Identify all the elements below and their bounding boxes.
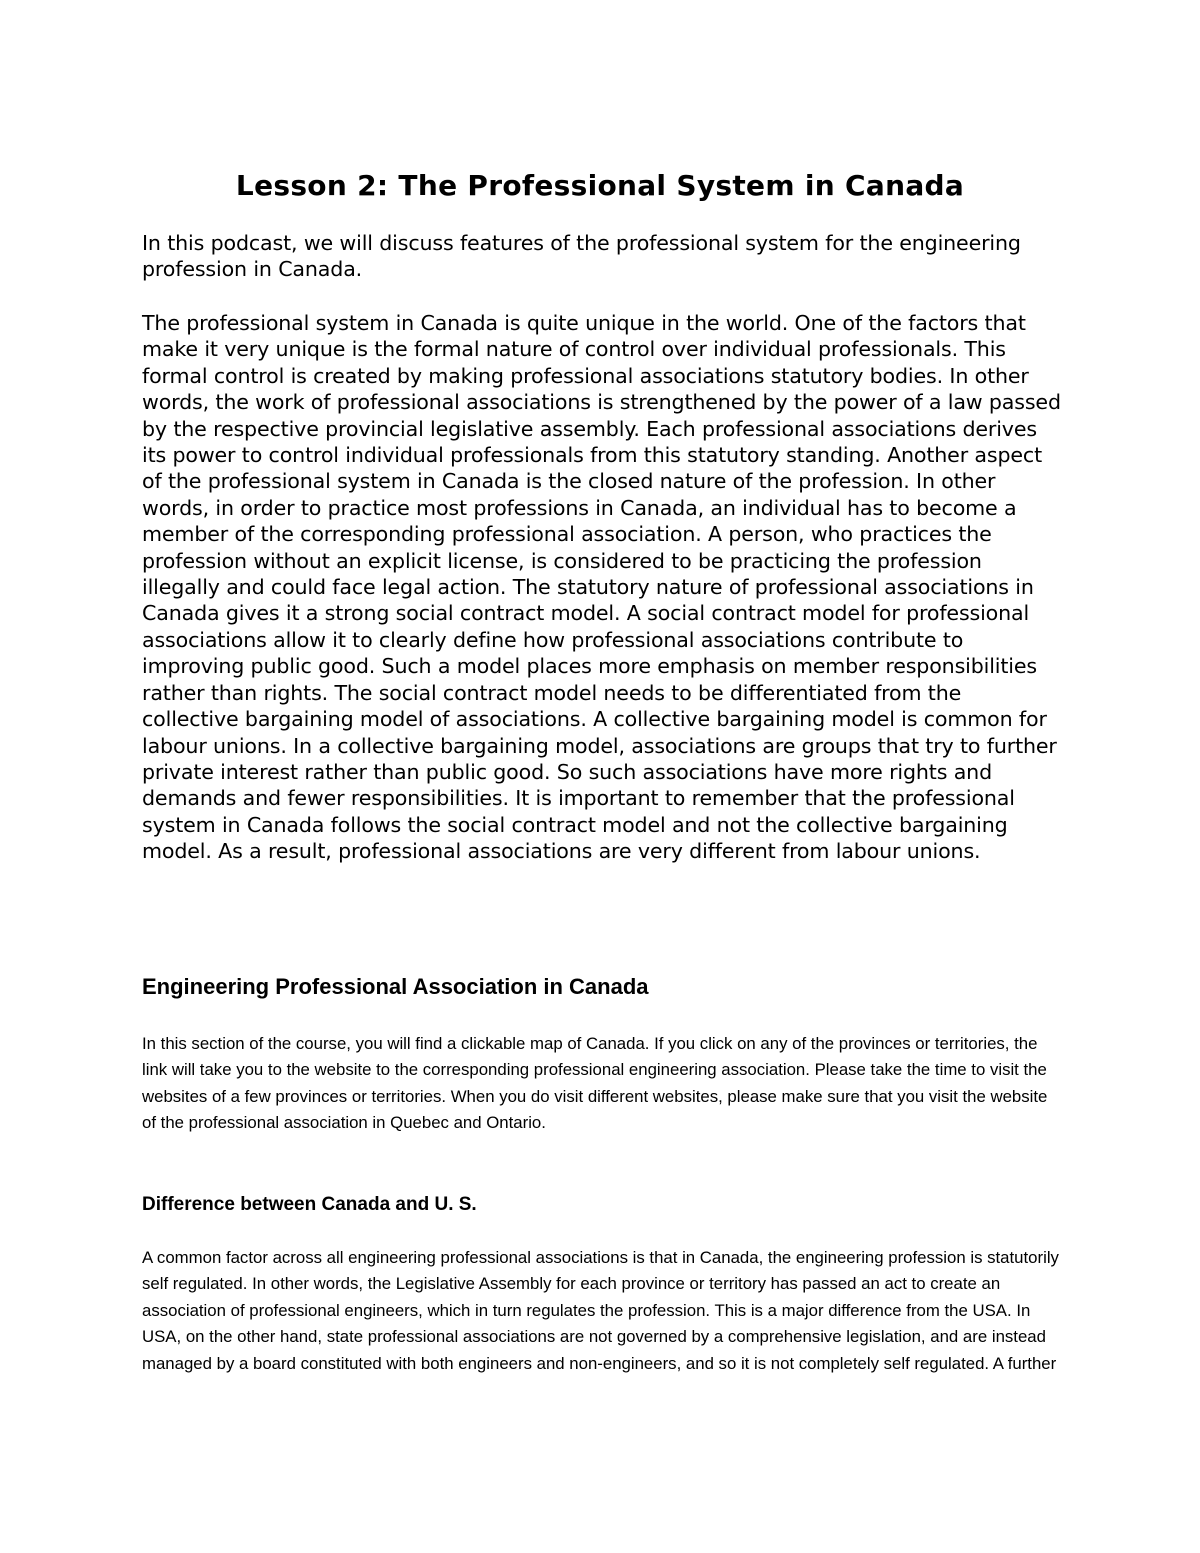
association-paragraph: In this section of the course, you will find a clickable map of Canada. If you click on any of the provinces or territories, the link will take you to the website to the corresponding professional engineering association. Please take the time to visit the websites of a few provinces or territories. When you do visit different websites, please make sure that you visit the website of the professional association in Quebec and Ontario. <box>142 1034 1048 1133</box>
professional-system-paragraph: The professional system in Canada is quite unique in the world. One of the factors that make it very unique is the formal nature of control over individual professionals. This formal control is created by making professional associations statutory bodies. In other words, the work of professional associations is strengthened by the power of a law passed by the respective provincial legislative assembly. Each professional associations derives its power to control individual professionals from this statutory standing. Another aspect of the professional system in Canada is the closed nature of the profession. In other words, in order to practice most professions in Canada, an individual has to become a member of the corresponding professional association. A person, who practices the profession without an explicit license, is considered to be practicing the profession illegally and could face legal action. The statutory nature of professional associations in Canada gives it a strong social contract model. A social contract model for professional associations allow it to clearly define how professional associations contribute to improving public good. Such a model places more emphasis on member responsibilities rather than rights. The social contract model needs to be differentiated from the collective bargaining model of associations. A collective bargaining model is common for labour unions. In a collective bargaining model, associations are groups that try to further private interest rather than public good. So such associations have more rights and demands and fewer responsibilities. It is important to remember that the professional system in Canada follows the social contract model and not the collective bargaining model. As a result, professional associations are very different from labour unions. <box>142 311 1061 864</box>
page-title: Lesson 2: The Professional System in Canada <box>235 169 965 202</box>
intro-paragraph: In this podcast, we will discuss features of the professional system for the engineering profession in Canada. <box>142 231 1021 282</box>
difference-paragraph: A common factor across all engineering professional associations is that in Canada, the engineering profession is statutorily self regulated. In other words, the Legislative Assembly for each province or territory has passed an act to create an association of professional engineers, which in turn regulates the profession. This is a major difference from the USA. In USA, on the other hand, state professional associations are not governed by a comprehensive legislation, and are instead managed by a board constituted with both engineers and non-engineers, and so it is not completely self regulated. A further <box>142 1248 1059 1373</box>
section-heading-difference: Difference between Canada and U. S. <box>142 1194 477 1215</box>
section-heading-association: Engineering Professional Association in Canada <box>142 974 649 999</box>
